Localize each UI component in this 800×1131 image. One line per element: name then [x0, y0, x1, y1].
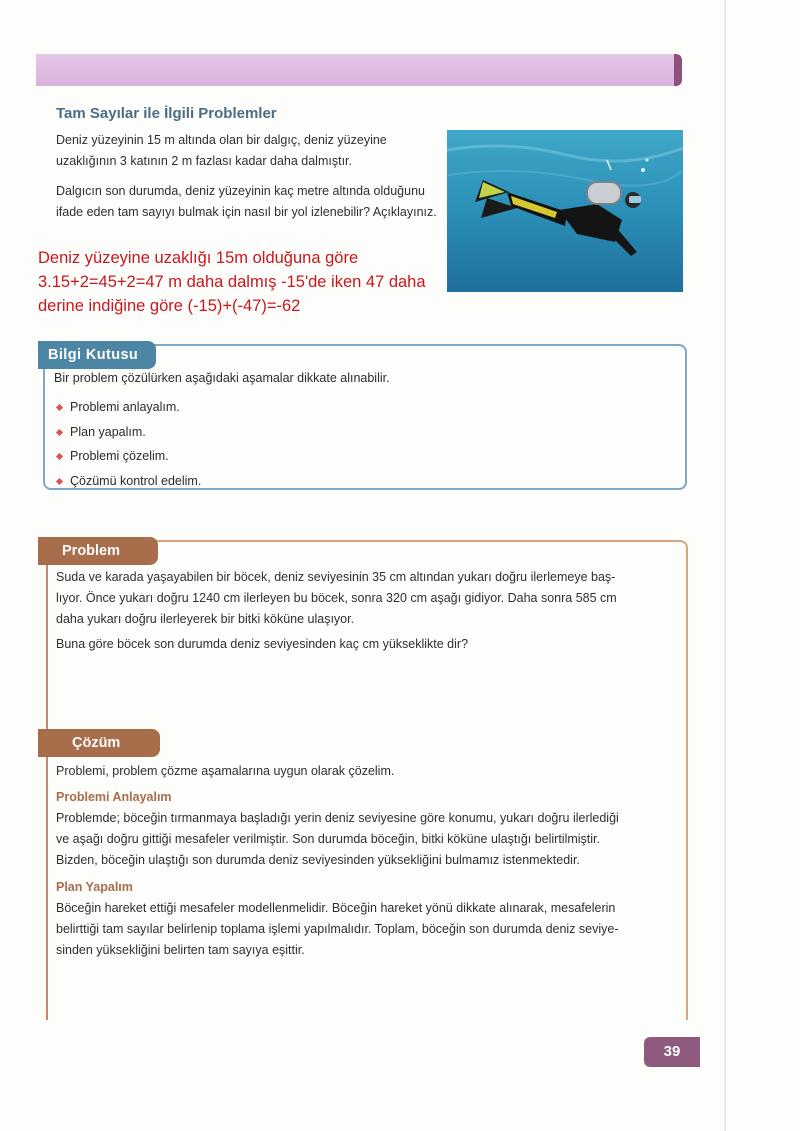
list-item: Problemi çözelim.: [54, 446, 201, 471]
diver-photo: [447, 130, 683, 292]
header-bar: [36, 54, 682, 86]
intro-paragraph-2: Dalgıcın son durumda, deniz yüzeyinin kaç metre altında olduğunu ifade eden tam sayıyı bulmak için nasıl bir yol izlenebilir? Açıklayınız.: [56, 184, 437, 219]
bullet-icon: [56, 428, 63, 435]
problem-question: Buna göre böcek son durumda deniz seviyesinden kaç cm yükseklikte dir?: [56, 637, 469, 651]
list-item: Problemi anlayalım.: [54, 397, 201, 422]
plan-line-2: belirttiği tam sayılar belirlenip toplama işlemi yapılmalıdır. Toplam, böceğin son durumda deniz seviye-: [56, 922, 619, 936]
answer-line-2: 3.15+2=45+2=47 m daha dalmış -15'de iken 47 daha: [38, 273, 426, 291]
handwritten-answer: [38, 246, 458, 318]
bullet-icon: [56, 404, 63, 411]
anlayalim-line-2: ve aşağı doğru gittiği mesafeler verilmiştir. Son durumda böceğin, bitki köküne ulaştığı belirtilmiştir.: [56, 832, 601, 846]
intro-paragraph-1: Deniz yüzeyinin 15 m altında olan bir dalgıç, deniz yüzeyine uzaklığının 3 katının 2 m fazlası kadar daha dalmıştır.: [56, 133, 387, 168]
answer-line-3: derine indiğine göre (-15)+(-47)=-62: [38, 297, 301, 315]
answer-line-1: Deniz yüzeyine uzaklığı 15m olduğuna göre: [38, 249, 359, 267]
plan-line-1: Böceğin hareket ettiği mesafeler modellenmelidir. Böceğin hareket yönü dikkate alınarak, mesafelerin: [56, 901, 616, 915]
anlayalim-heading: Problemi Anlayalım: [56, 790, 172, 804]
anlayalim-line-3: Bizden, böceğin ulaştığı son durumda deniz seviyesinden yüksekliğini bulmamız istenmektedir.: [56, 853, 580, 867]
bilgi-kutusu-label: Bilgi Kutusu: [38, 341, 156, 369]
problem-line-2: lıyor. Önce yukarı doğru 1240 cm ilerleyen bu böcek, sonra 320 cm aşağı gidiyor. Daha sonra 585 cm: [56, 591, 617, 605]
bullet-icon: [56, 453, 63, 460]
section-title: Tam Sayılar ile İlgili Problemler: [56, 105, 277, 122]
diver-illustration: [447, 130, 683, 292]
cozum-intro: Problemi, problem çözme aşamalarına uygun olarak çözelim.: [56, 764, 395, 778]
plan-heading: Plan Yapalım: [56, 880, 133, 894]
plan-line-3: sinden yüksekliğini belirten tam sayıya eşittir.: [56, 943, 305, 957]
problem-steps-list: [54, 397, 201, 495]
page-number: 39: [644, 1037, 700, 1067]
cozum-label: Çözüm: [38, 729, 160, 757]
problem-label: Problem: [38, 537, 158, 565]
anlayalim-line-1: Problemde; böceğin tırmanmaya başladığı yerin deniz seviyesine göre konumu, yukarı doğru ilerlediği: [56, 811, 619, 825]
list-item: Plan yapalım.: [54, 422, 201, 447]
problem-frame-left: [46, 565, 48, 1020]
problem-line-3: daha yukarı doğru ilerleyerek bir bitki köküne ulaşıyor.: [56, 612, 355, 626]
bullet-icon: [56, 477, 63, 484]
bilgi-kutusu-intro: Bir problem çözülürken aşağıdaki aşamalar dikkate alınabilir.: [54, 371, 390, 385]
problem-line-1: Suda ve karada yaşayabilen bir böcek, deniz seviyesinin 35 cm altından yukarı doğru ilerlemeye baş-: [56, 570, 616, 584]
list-item: Çözümü kontrol edelim.: [54, 471, 201, 496]
page-gutter: [724, 0, 726, 1131]
